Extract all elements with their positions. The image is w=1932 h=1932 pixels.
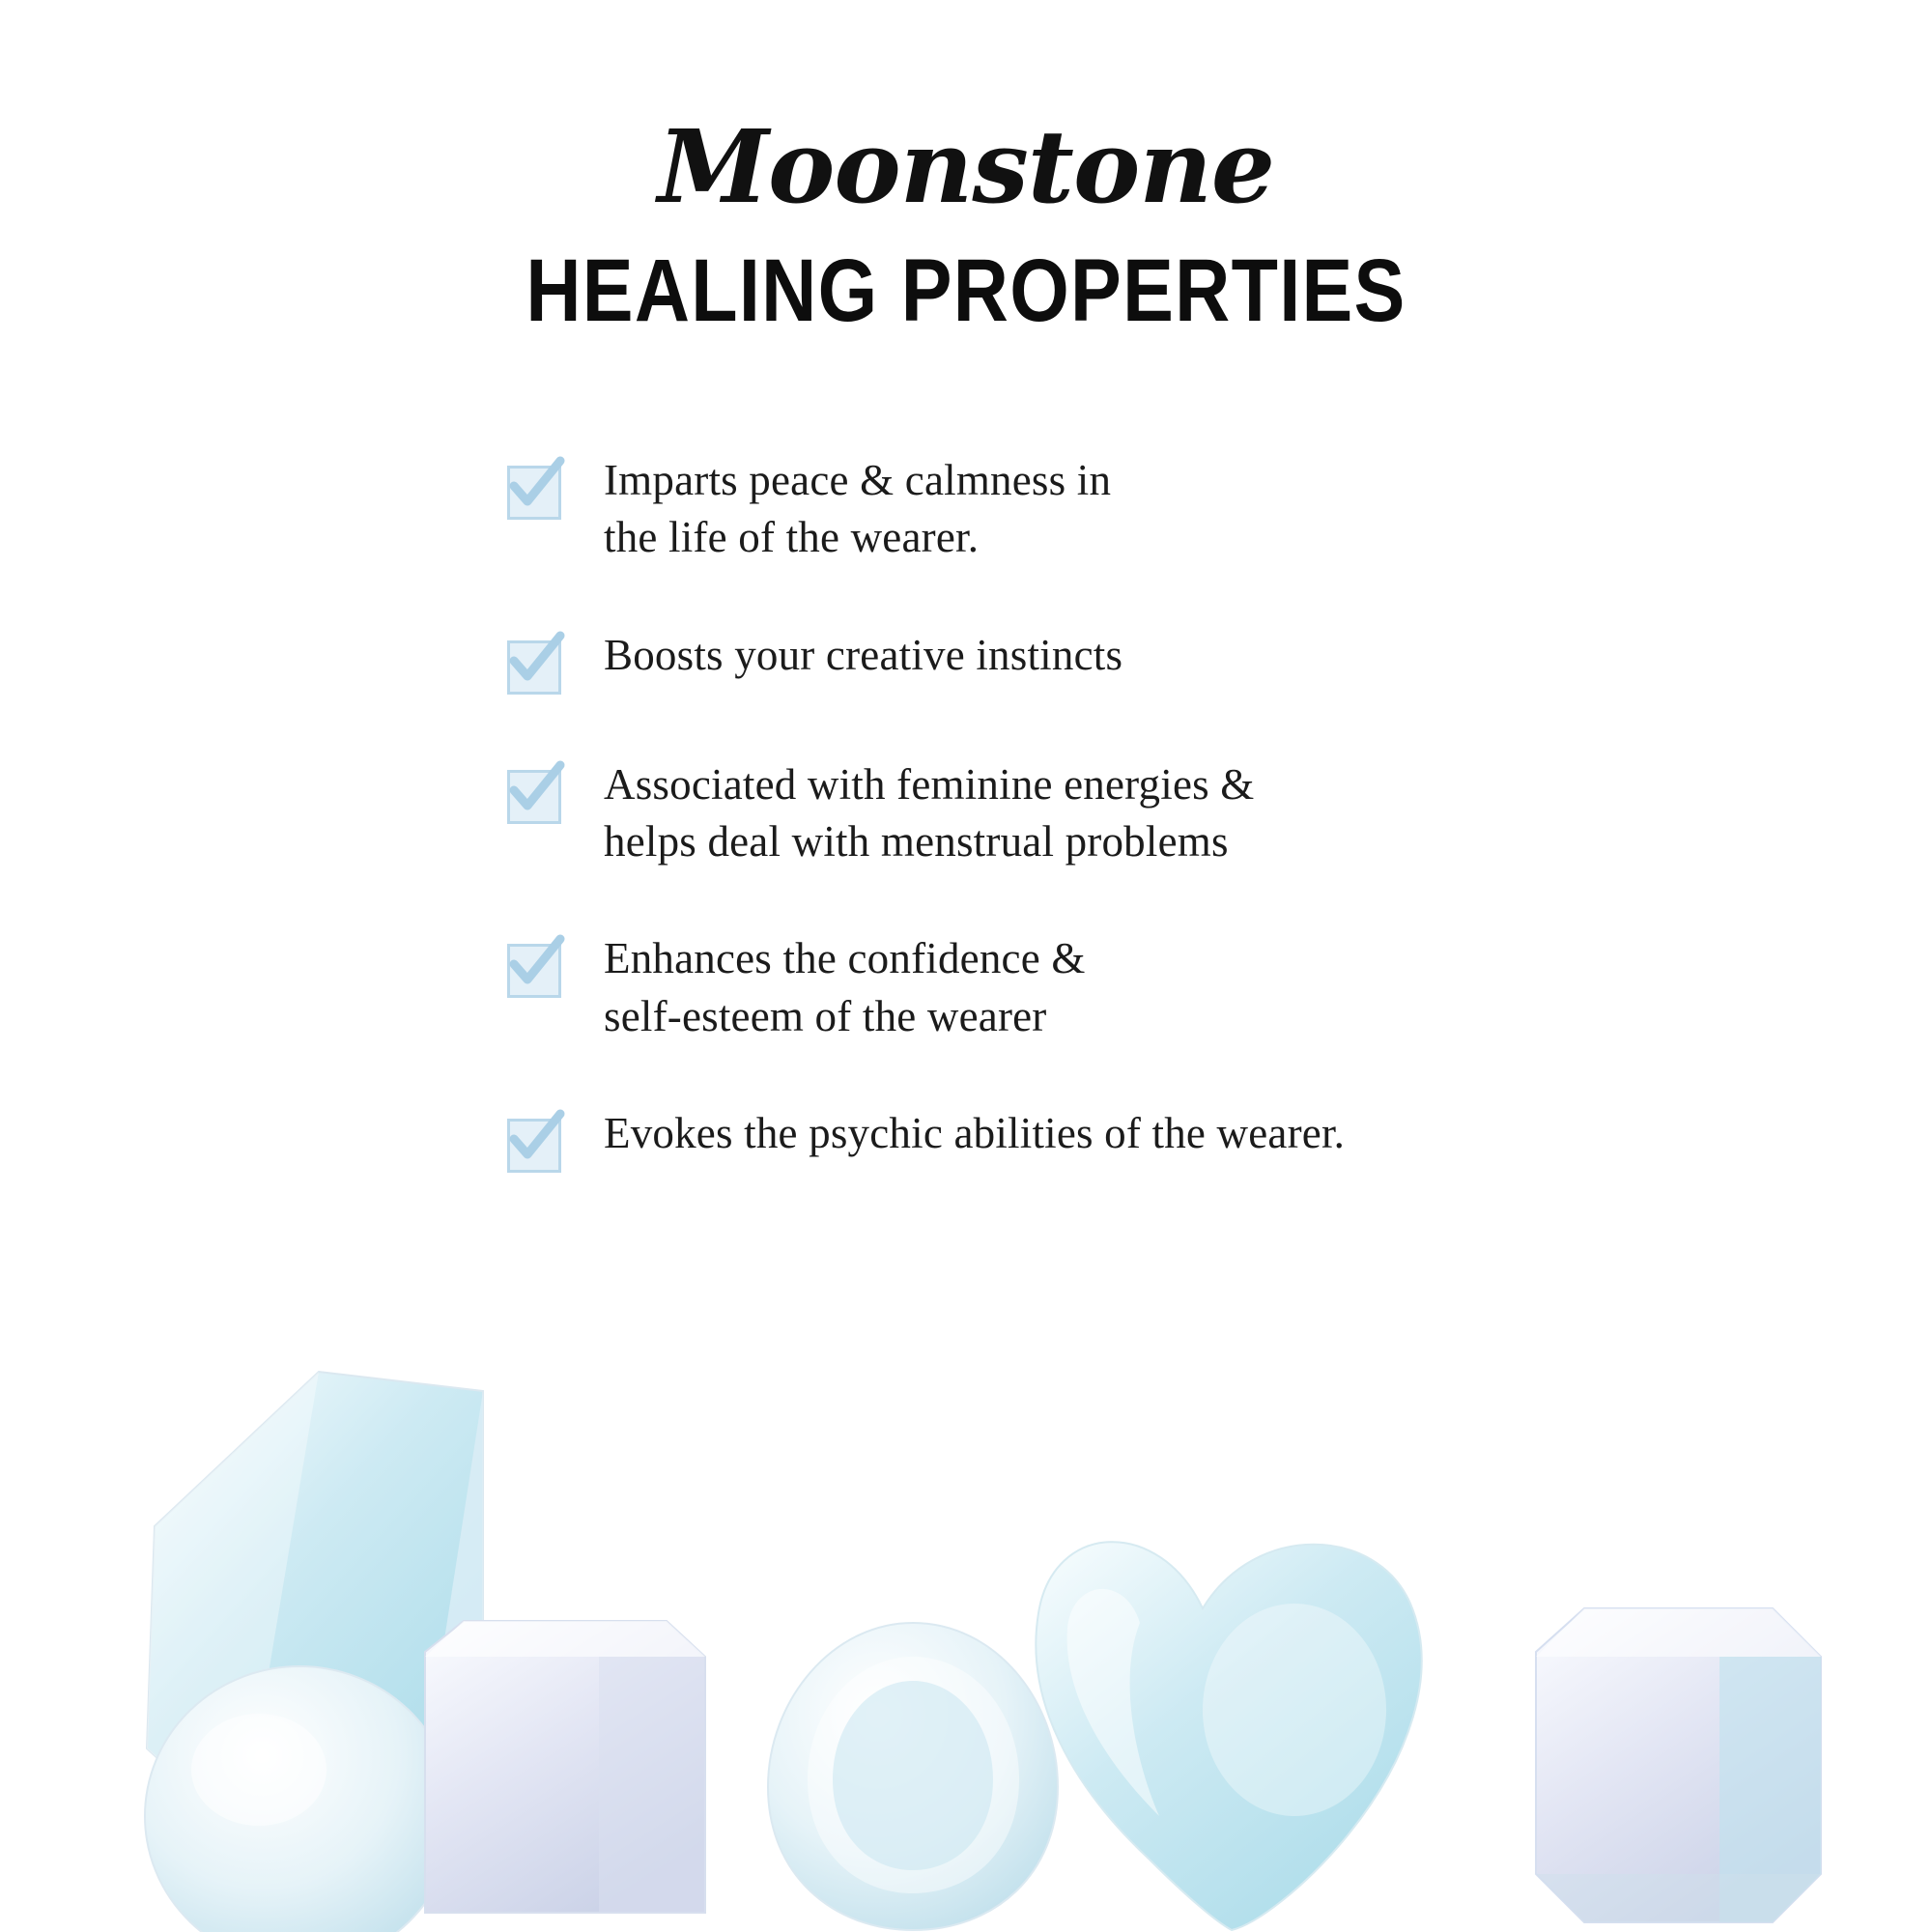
checkbox-checked-icon [507,1119,561,1173]
list-item [507,930,1932,1045]
list-item-line: Associated with feminine energies & [604,759,1255,809]
list-item [507,452,1932,567]
list-item-line: Evokes the psychic abilities of the wearer. [604,1109,1346,1158]
list-item-line: helps deal with menstrual problems [604,816,1229,866]
checkbox-checked-icon [507,770,561,824]
list-item-text [604,627,1122,684]
list-item-line: self-esteem of the wearer [604,991,1047,1040]
list-item-line: Boosts your creative instincts [604,630,1123,679]
list-item [507,1105,1932,1173]
list-item-text [604,452,1111,567]
header [0,0,1932,341]
checkbox-checked-icon [507,466,561,520]
checkbox-checked-icon [507,944,561,998]
list-item-text [604,930,1086,1045]
page-title-main: HEALING PROPERTIES [526,242,1406,341]
page-title-script: Moonstone [657,107,1275,226]
list-item-line: the life of the wearer. [604,513,980,562]
list-item-line: Enhances the confidence & [604,934,1086,983]
list-item-text [604,756,1255,871]
moonstone-gemstones-row [0,1333,1932,1932]
list-item [507,627,1932,695]
healing-properties-list [0,452,1932,1173]
checkbox-checked-icon [507,640,561,695]
list-item-text [604,1105,1345,1162]
list-item [507,756,1932,871]
list-item-line: Imparts peace & calmness in [604,455,1112,504]
